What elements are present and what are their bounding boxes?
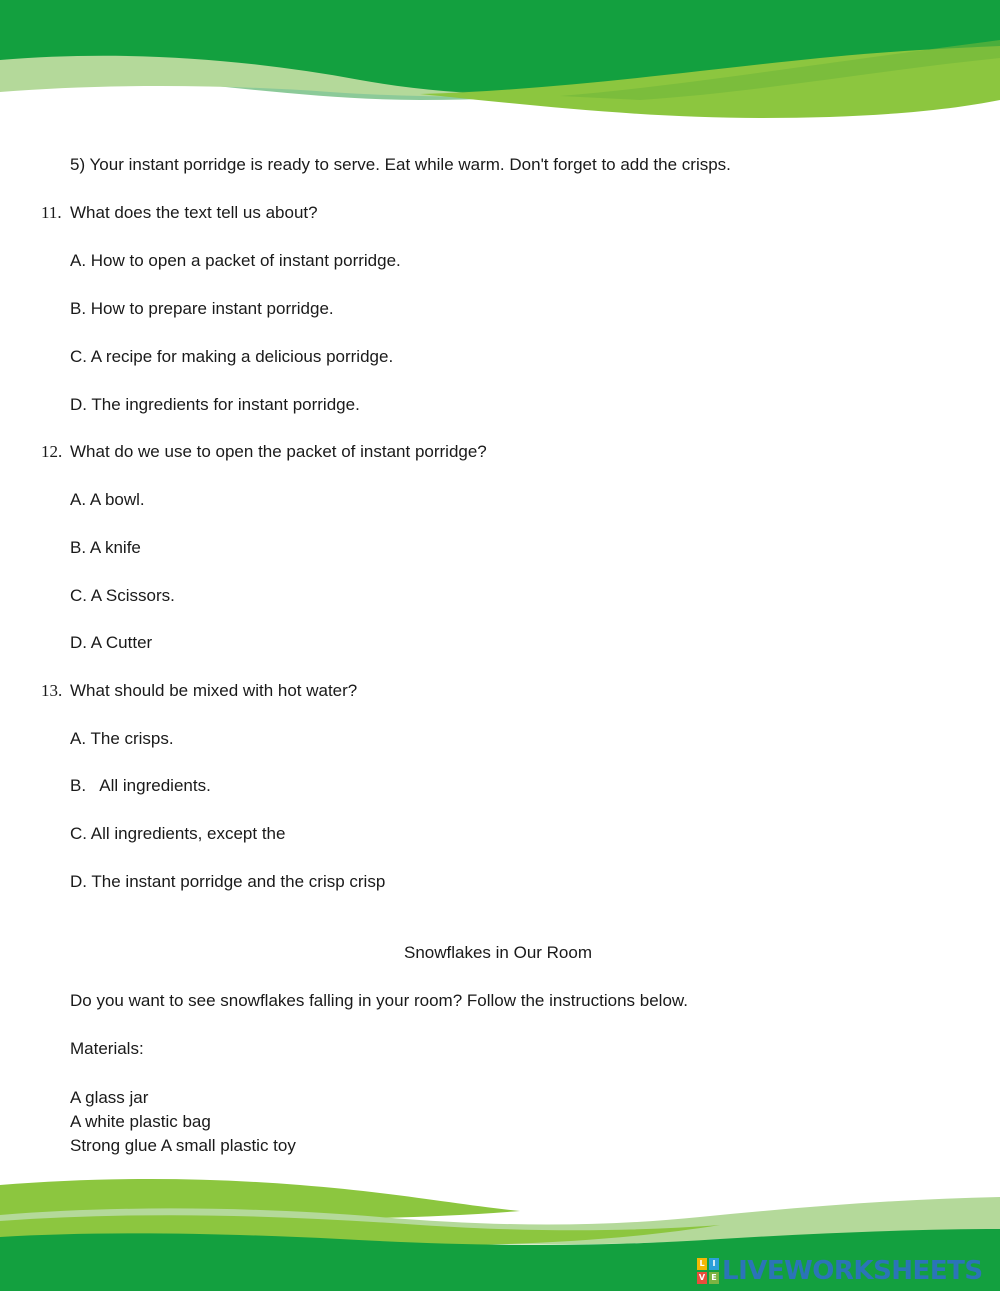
- logo-tile: E: [709, 1272, 719, 1284]
- list-item: A white plastic bag: [70, 1112, 211, 1131]
- question-text: What do we use to open the packet of instant porridge?: [70, 442, 487, 461]
- answer-option[interactable]: A. A bowl.: [70, 490, 145, 509]
- logo-tile: V: [698, 1273, 706, 1282]
- header-wave-decoration: [0, 0, 1000, 130]
- answer-option[interactable]: C. A recipe for making a delicious porridge.: [70, 347, 394, 366]
- liveworksheets-logo: [697, 1255, 983, 1287]
- section-intro: Do you want to see snowflakes falling in your room? Follow the instructions below.: [70, 991, 688, 1010]
- question-number: 12.: [41, 442, 63, 461]
- logo-tile: L: [697, 1258, 707, 1270]
- answer-option[interactable]: D. A Cutter: [70, 633, 153, 652]
- answer-option[interactable]: A. How to open a packet of instant porridge.: [70, 251, 401, 270]
- answer-option[interactable]: B. How to prepare instant porridge.: [70, 299, 334, 318]
- logo-tiles-icon: [697, 1258, 719, 1284]
- section-title: Snowflakes in Our Room: [403, 943, 593, 962]
- question-number: 13.: [41, 681, 63, 700]
- question-text: What does the text tell us about?: [70, 203, 318, 222]
- answer-option[interactable]: D. The ingredients for instant porridge.: [70, 395, 360, 414]
- logo-text: LIVEWORKSHEETS: [722, 1256, 983, 1286]
- answer-option[interactable]: B. All ingredients.: [70, 776, 211, 795]
- answer-option[interactable]: B. A knife: [70, 538, 141, 557]
- materials-label: Materials:: [70, 1039, 144, 1058]
- answer-option[interactable]: C. A Scissors.: [70, 586, 175, 605]
- answer-option[interactable]: C. All ingredients, except the: [70, 824, 286, 843]
- logo-tile: I: [709, 1258, 719, 1270]
- question-text: What should be mixed with hot water?: [70, 681, 358, 700]
- materials-list: [70, 1086, 296, 1158]
- list-item: A glass jar: [70, 1088, 149, 1107]
- list-item: Strong glue A small plastic toy: [70, 1136, 296, 1155]
- question-number: 11.: [41, 203, 62, 222]
- intro-step-text: 5) Your instant porridge is ready to serve. Eat while warm. Don't forget to add the crisps.: [70, 155, 731, 174]
- answer-option[interactable]: A. The crisps.: [70, 729, 174, 748]
- answer-option[interactable]: D. The instant porridge and the crisp crisp: [70, 872, 386, 891]
